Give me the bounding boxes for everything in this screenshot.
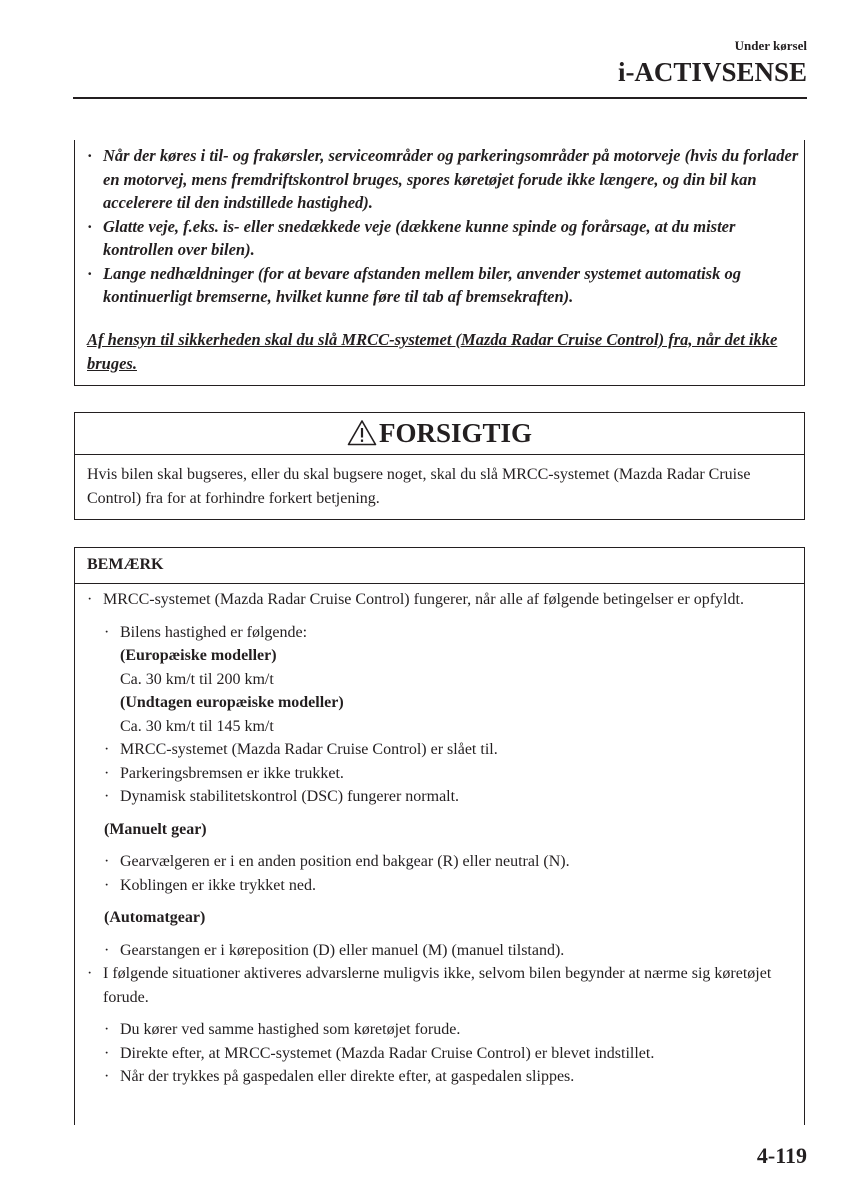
- bullet-icon: ·: [104, 1044, 110, 1062]
- chapter-title: i-ACTIVSENSE: [617, 57, 807, 87]
- warning-item: · Lange nedhældninger (for at bevare afstanden mellem biler, anvender systemet automatisk og kontinuerligt bremserne, hvilket kunne føre til tab af bremsekraften).: [87, 263, 741, 306]
- auto-item: · Gearstangen er i køreposition (D) eller manuel (M) (manuel tilstand).: [104, 939, 792, 963]
- note-title: BEMÆRK: [75, 548, 804, 584]
- manual-gear-heading: (Manuelt gear): [104, 820, 207, 838]
- warning-box-continued: [74, 140, 805, 386]
- manual-item: · Koblingen er ikke trykket ned.: [104, 874, 792, 898]
- bullet-icon: ·: [104, 941, 110, 959]
- situation-item: · Direkte efter, at MRCC-systemet (Mazda Radar Cruise Control) er blevet indstillet.: [104, 1042, 792, 1066]
- bullet-icon: ·: [87, 965, 93, 982]
- section-label: Under kørsel: [734, 38, 807, 53]
- page-header: [618, 38, 807, 88]
- warning-safety-note: Af hensyn til sikkerheden skal du slå MRCC-systemet (Mazda Radar Cruise Control) fra, når det ikke bruges.: [87, 330, 778, 373]
- eu-models-label: (Europæiske modeller): [120, 647, 277, 664]
- caution-box: [74, 412, 805, 520]
- bullet-icon: ·: [104, 853, 110, 870]
- situation-item: · Du kører ved samme hastighed som køretøjet forude.: [104, 1018, 792, 1042]
- bullet-icon: ·: [87, 146, 93, 165]
- warning-item: · Glatte veje, f.eks. is- eller snedækkede veje (dækkene kunne spinde og forårsage, at du mister kontrollen over bilen).: [87, 216, 736, 259]
- caution-text: Hvis bilen skal bugseres, eller du skal bugsere noget, skal du slå MRCC-systemet (Mazda Radar Cruise Control) fra for at forhindre forkert betjening.: [87, 466, 751, 507]
- bullet-icon: ·: [104, 1068, 110, 1085]
- bullet-icon: ·: [104, 788, 110, 805]
- caution-header: [75, 413, 804, 455]
- note-box: [74, 547, 805, 1125]
- auto-gear-heading: (Automatgear): [104, 909, 206, 926]
- non-eu-speed-range: Ca. 30 km/t til 145 km/t: [120, 717, 274, 735]
- warning-item: · Når der køres i til- og frakørsler, serviceområder og parkeringsområder på motorveje (hvis du forlader en motorvej, mens fremdriftskontrol bruges, spores køretøjet forude ikke længere, og din bil kan accelerere til den indstillede hastighed).: [87, 146, 799, 212]
- bullet-icon: ·: [104, 1021, 110, 1038]
- condition-item: · MRCC-systemet (Mazda Radar Cruise Control) er slået til.: [104, 738, 792, 762]
- note-item: · I følgende situationer aktiveres advarslerne muligvis ikke, selvom bilen begynder at nærme sig køretøjet forude.: [87, 962, 792, 1009]
- header-rule: [73, 97, 807, 99]
- condition-item: · Parkeringsbremsen er ikke trukket.: [104, 762, 792, 786]
- note-item: · MRCC-systemet (Mazda Radar Cruise Control) fungerer, når alle af følgende betingelser er opfyldt.: [87, 588, 792, 612]
- warning-triangle-icon: [347, 419, 377, 446]
- situation-item: · Når der trykkes på gaspedalen eller direkte efter, at gaspedalen slippes.: [104, 1065, 792, 1089]
- bullet-icon: ·: [104, 876, 110, 894]
- bullet-icon: ·: [104, 764, 110, 782]
- condition-item: · Dynamisk stabilitetskontrol (DSC) fungerer normalt.: [104, 785, 792, 809]
- bullet-icon: ·: [104, 623, 110, 641]
- non-eu-models-label: (Undtagen europæiske modeller): [120, 694, 344, 711]
- bullet-icon: ·: [87, 263, 93, 283]
- eu-speed-range: Ca. 30 km/t til 200 km/t: [120, 670, 274, 688]
- bullet-icon: ·: [87, 591, 93, 608]
- bullet-icon: ·: [87, 216, 93, 236]
- bullet-icon: ·: [104, 741, 110, 758]
- condition-item: · Bilens hastighed er følgende:: [104, 621, 792, 645]
- manual-item: · Gearvælgeren er i en anden position end bakgear (R) eller neutral (N).: [104, 850, 792, 874]
- page-number: 4-119: [756, 1143, 807, 1168]
- caution-title: FORSIGTIG: [378, 418, 533, 448]
- note-body: [75, 584, 804, 1089]
- warning-list: [87, 144, 799, 309]
